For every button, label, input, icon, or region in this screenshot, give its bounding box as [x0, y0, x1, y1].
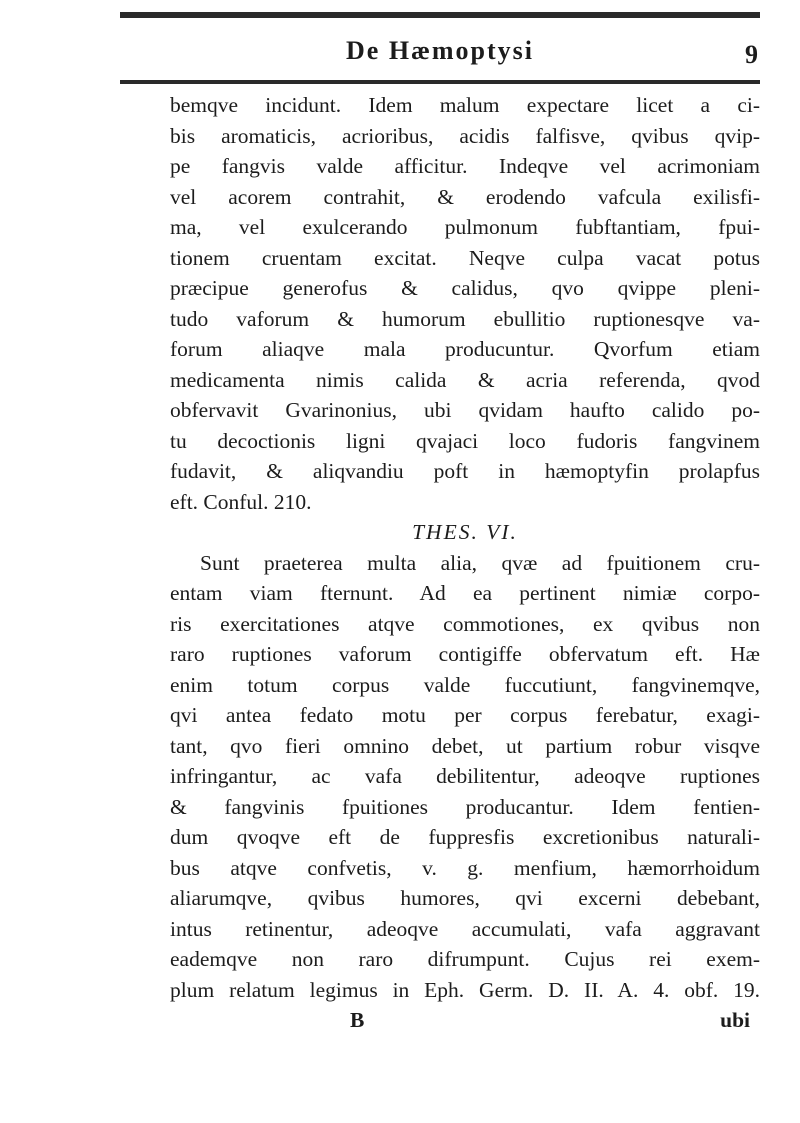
- running-title: De Hæmoptysi: [346, 36, 534, 65]
- text-line: bemqve incidunt. Idem malum expectare licet a ci-: [170, 93, 760, 117]
- text-line: bus atqve confvetis, v. g. menfium, hæmorrhoidum: [170, 855, 760, 880]
- page-number: 9: [745, 40, 758, 69]
- section-heading: THES. VI.: [412, 520, 518, 544]
- text-line: eademqve non raro difrumpunt. Cujus rei exem-: [170, 947, 760, 971]
- text-line: raro ruptiones vaforum contigiffe obfervatum eft. Hæ: [170, 642, 760, 666]
- page-footer: [170, 1005, 760, 1036]
- text-line: bis aromaticis, acrioribus, acidis falfisve, qvibus qvip-: [170, 123, 760, 148]
- text-line: intus retinentur, adeoqve accumulati, vafa aggravant: [170, 916, 760, 941]
- text-line: tudo vaforum & humorum ebullitio ruptionesqve va-: [170, 306, 760, 331]
- text-line: plum relatum legimus in Eph. Germ. D. II. A. 4. obf. 19.: [170, 977, 760, 1002]
- text-line: enim totum corpus valde fuccutiunt, fangvinemqve,: [170, 672, 760, 697]
- text-line: & fangvinis fpuitiones producantur. Idem fentien-: [170, 794, 760, 819]
- text-line: præcipue generofus & calidus, qvo qvippe pleni-: [170, 276, 760, 300]
- text-line: fudavit, & aliqvandiu poft in hæmoptyfin prolapfus: [170, 459, 760, 483]
- text-line: aliarumqve, qvibus humores, qvi excerni debebant,: [170, 886, 760, 910]
- text-line: dum qvoqve eft de fuppresfis excretionibus naturali-: [170, 825, 760, 849]
- text-line: tionem cruentam excitat. Neqve culpa vacat potus: [170, 245, 760, 270]
- text-line: entam viam fternunt. Ad ea pertinent nimiæ corpo-: [170, 581, 760, 605]
- text-line: tant, qvo fieri omnino debet, ut partium robur visqve: [170, 733, 760, 758]
- text-line: ma, vel exulcerando pulmonum fubftantiam, fpui-: [170, 215, 760, 239]
- text-line: infringantur, ac vafa debilitentur, adeoqve ruptiones: [170, 764, 760, 788]
- text-line: qvi antea fedato motu per corpus ferebatur, exagi-: [170, 703, 760, 727]
- text-line: tu decoctionis ligni qvajaci loco fudoris fangvinem: [170, 428, 760, 453]
- signature-mark: B: [350, 1008, 365, 1032]
- text-line: obfervavit Gvarinonius, ubi qvidam haufto calido po-: [170, 398, 760, 422]
- text-line: ris exercitationes atqve commotiones, ex qvibus non: [170, 611, 760, 636]
- top-rule: [120, 12, 760, 18]
- catchword: ubi: [720, 1008, 750, 1032]
- text-line: pe fangvis valde afficitur. Indeqve vel acrimoniam: [170, 154, 760, 178]
- header-rule: [120, 80, 760, 84]
- body-text: [170, 90, 760, 1036]
- text-line: vel acorem contrahit, & erodendo vafcula exilisfi-: [170, 184, 760, 209]
- text-line: eft. Conful. 210.: [170, 489, 312, 514]
- text-line: Sunt praeterea multa alia, qvæ ad fpuitionem cru-: [200, 550, 760, 575]
- page-header: [120, 36, 760, 76]
- text-line: medicamenta nimis calida & acria referenda, qvod: [170, 367, 760, 392]
- text-line: forum aliaqve mala producuntur. Qvorfum etiam: [170, 337, 760, 361]
